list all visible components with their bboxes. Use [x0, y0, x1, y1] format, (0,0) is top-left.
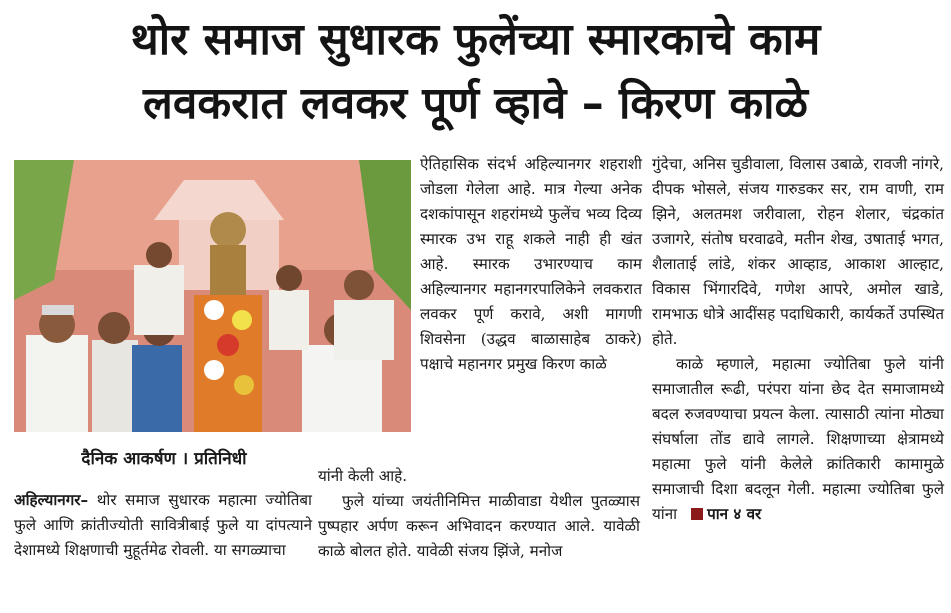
article-column-1: [14, 488, 312, 563]
paragraph-text: काळे म्हणाले, महात्मा ज्योतिबा फुले यांनी समाजातील रूढी, परंपरा यांना छेद देत समाजामध्ये बदल रुजवण्याचा प्रयत्न केला. त्यासाठी त्यांना मोठ्या संघर्षाला तोंड द्यावे लागले. शिक्षणाच्या क्षेत्रामध्ये महात्मा फुले यांनी केलेले क्रांतिकारी कामामुळे समाजाची दिशा बदलून गेली. महात्मा ज्योतिबा फुले यांना: [652, 355, 944, 523]
news-photo: [14, 160, 411, 432]
headline-line-1: थोर समाज सुधारक फुलेंच्या स्मारकाचे काम: [130, 14, 821, 65]
article-column-2-top: [420, 152, 642, 377]
article-paragraph: फुले यांच्या जयंतीनिमित्त माळीवाडा येथील पुतळ्यास पुष्पहार अर्पण करून अभिवादन करण्यात आले. यावेळी काळे बोलत होते. यावेळी संजय झिंजे, मनोज: [318, 492, 640, 560]
headline-line-2: लवकरात लवकर पूर्ण व्हावे – किरण काळे: [143, 78, 808, 129]
dateline: अहिल्यानगर–: [14, 491, 89, 509]
paragraph-text: थोर समाज सुधारक महात्मा ज्योतिबा फुले आणि क्रांतीज्योती सावित्रीबाई फुले या दांपत्याने देशामध्ये शिक्षणाची मुहूर्तमेढ रोवली. या सगळ्याचा: [14, 491, 312, 559]
continued-on-page: पान ४ वर: [707, 505, 762, 523]
article-paragraph: [14, 488, 312, 563]
photo-illustration: [14, 160, 411, 432]
continuation-marker-icon: [691, 508, 703, 520]
article-column-2-bottom: [318, 464, 640, 564]
article-paragraph: ऐतिहासिक संदर्भ अहिल्यानगर शहराशी जोडला गेलेला आहे. मात्र गेल्या अनेक दशकांपासून शहरांमध्ये फुलेंच भव्य दिव्य स्मारक उभ राहू शकले नाही ही खंत आहे. स्मारक उभारण्याच काम अहिल्यानगर महानगरपालिकेने लवकरात लवकर पूर्ण करावे, अशी मागणी शिवसेना (उद्धव बाळासाहेब ठाकरे) पक्षाचे महानगर प्रमुख किरण काळे: [420, 155, 642, 373]
byline: दैनिक आकर्षण । प्रतिनिधी: [81, 449, 247, 469]
article-column-3: [652, 152, 944, 527]
article-paragraph: यांनी केली आहे.: [318, 467, 408, 485]
article-paragraph: गुंदेचा, अनिस चुडीवाला, विलास उबाळे, रावजी नांगरे, दीपक भोसले, संजय गारुडकर सर, राम वाणी, राम झिने, अलतमश जरीवाला, रोहन शेलार, चंद्रकांत उजागरे, संतोष घरवाढवे, मतीन शेख, उषाताई भगत, शैलाताई लांडे, शंकर आव्हाड, आकाश आल्हाट, विकास भिंगारदिवे, गणेश आपरे, अमोल खाडे, रामभाऊ धोत्रे आदींसह पदाधिकारी, कार्यकर्ते उपस्थित होते.: [652, 155, 944, 348]
article-paragraph: [652, 352, 944, 527]
headline: [0, 8, 951, 136]
